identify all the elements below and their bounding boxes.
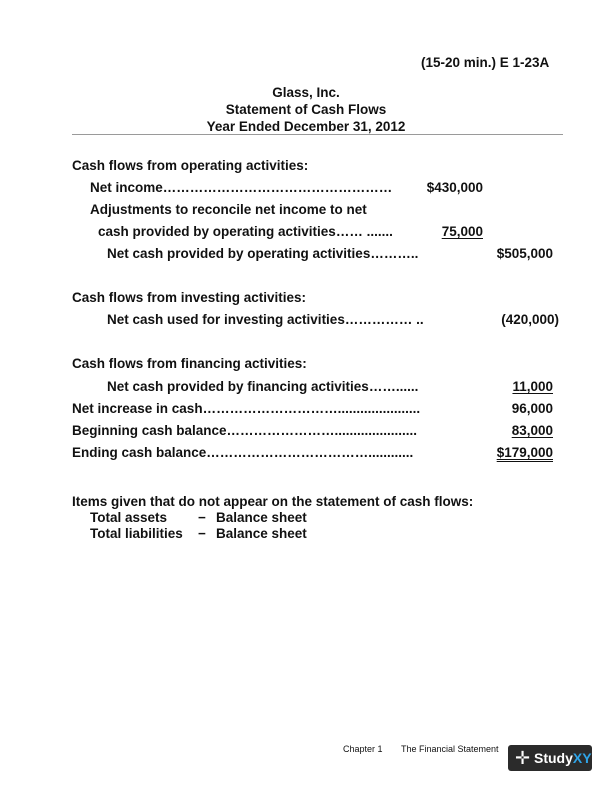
adjustments-label-line1: Adjustments to reconcile net income to net bbox=[90, 202, 367, 217]
company-name: Glass, Inc. bbox=[272, 85, 340, 100]
item-row-label: Total assets bbox=[90, 510, 168, 525]
net-income-value: $430,000 bbox=[426, 180, 483, 195]
footer-chapter: Chapter 1 bbox=[343, 744, 383, 754]
ending-balance-label: Ending cash balance………………………………............ bbox=[72, 445, 414, 460]
item-row-label: Total liabilities bbox=[90, 526, 183, 541]
ending-balance-value-cell bbox=[490, 445, 553, 460]
studyxy-logo-text: StudyXY bbox=[534, 750, 592, 766]
beginning-balance-value-cell bbox=[490, 423, 553, 438]
financing-total-value: 11,000 bbox=[512, 379, 553, 394]
operating-total-label: Net cash provided by operating activities……….. bbox=[107, 246, 419, 261]
header-divider bbox=[72, 134, 563, 135]
net-increase-value: 96,000 bbox=[511, 401, 553, 416]
adjustments-label-line2: cash provided by operating activities…… ....... bbox=[98, 224, 393, 239]
studyxy-badge[interactable] bbox=[508, 745, 592, 771]
beginning-balance-label: Beginning cash balance……………………...................... bbox=[72, 423, 418, 438]
investing-total-label: Net cash used for investing activities…………… .. bbox=[107, 312, 424, 327]
footer-title: The Financial Statement bbox=[401, 744, 499, 754]
net-income-label: Net income…………………………………………… bbox=[90, 180, 393, 195]
financing-total-value-cell bbox=[490, 379, 553, 394]
ending-balance-value: $179,000 bbox=[496, 445, 553, 460]
operating-heading: Cash flows from operating activities: bbox=[72, 158, 309, 173]
adjustments-value: 75,000 bbox=[441, 224, 483, 239]
items-heading: Items given that do not appear on the statement of cash flows: bbox=[72, 494, 474, 509]
investing-total-value: (420,000) bbox=[501, 312, 559, 327]
statement-period: Year Ended December 31, 2012 bbox=[206, 119, 406, 134]
item-row-dash: − bbox=[198, 510, 206, 525]
item-row-value: Balance sheet bbox=[216, 510, 307, 525]
net-increase-label: Net increase in cash…………………………...................... bbox=[72, 401, 421, 416]
statement-title: Statement of Cash Flows bbox=[225, 102, 387, 117]
exercise-reference: (15-20 min.) E 1-23A bbox=[421, 55, 550, 70]
adjustments-value-cell bbox=[424, 224, 483, 239]
operating-total-value: $505,000 bbox=[496, 246, 553, 261]
item-row-value: Balance sheet bbox=[216, 526, 307, 541]
plus-icon: ✛ bbox=[515, 748, 531, 768]
beginning-balance-value: 83,000 bbox=[511, 423, 553, 438]
item-row-dash: − bbox=[198, 526, 206, 541]
investing-heading: Cash flows from investing activities: bbox=[72, 290, 307, 305]
financing-heading: Cash flows from financing activities: bbox=[72, 356, 307, 371]
financing-total-label: Net cash provided by financing activities……...... bbox=[107, 379, 419, 394]
